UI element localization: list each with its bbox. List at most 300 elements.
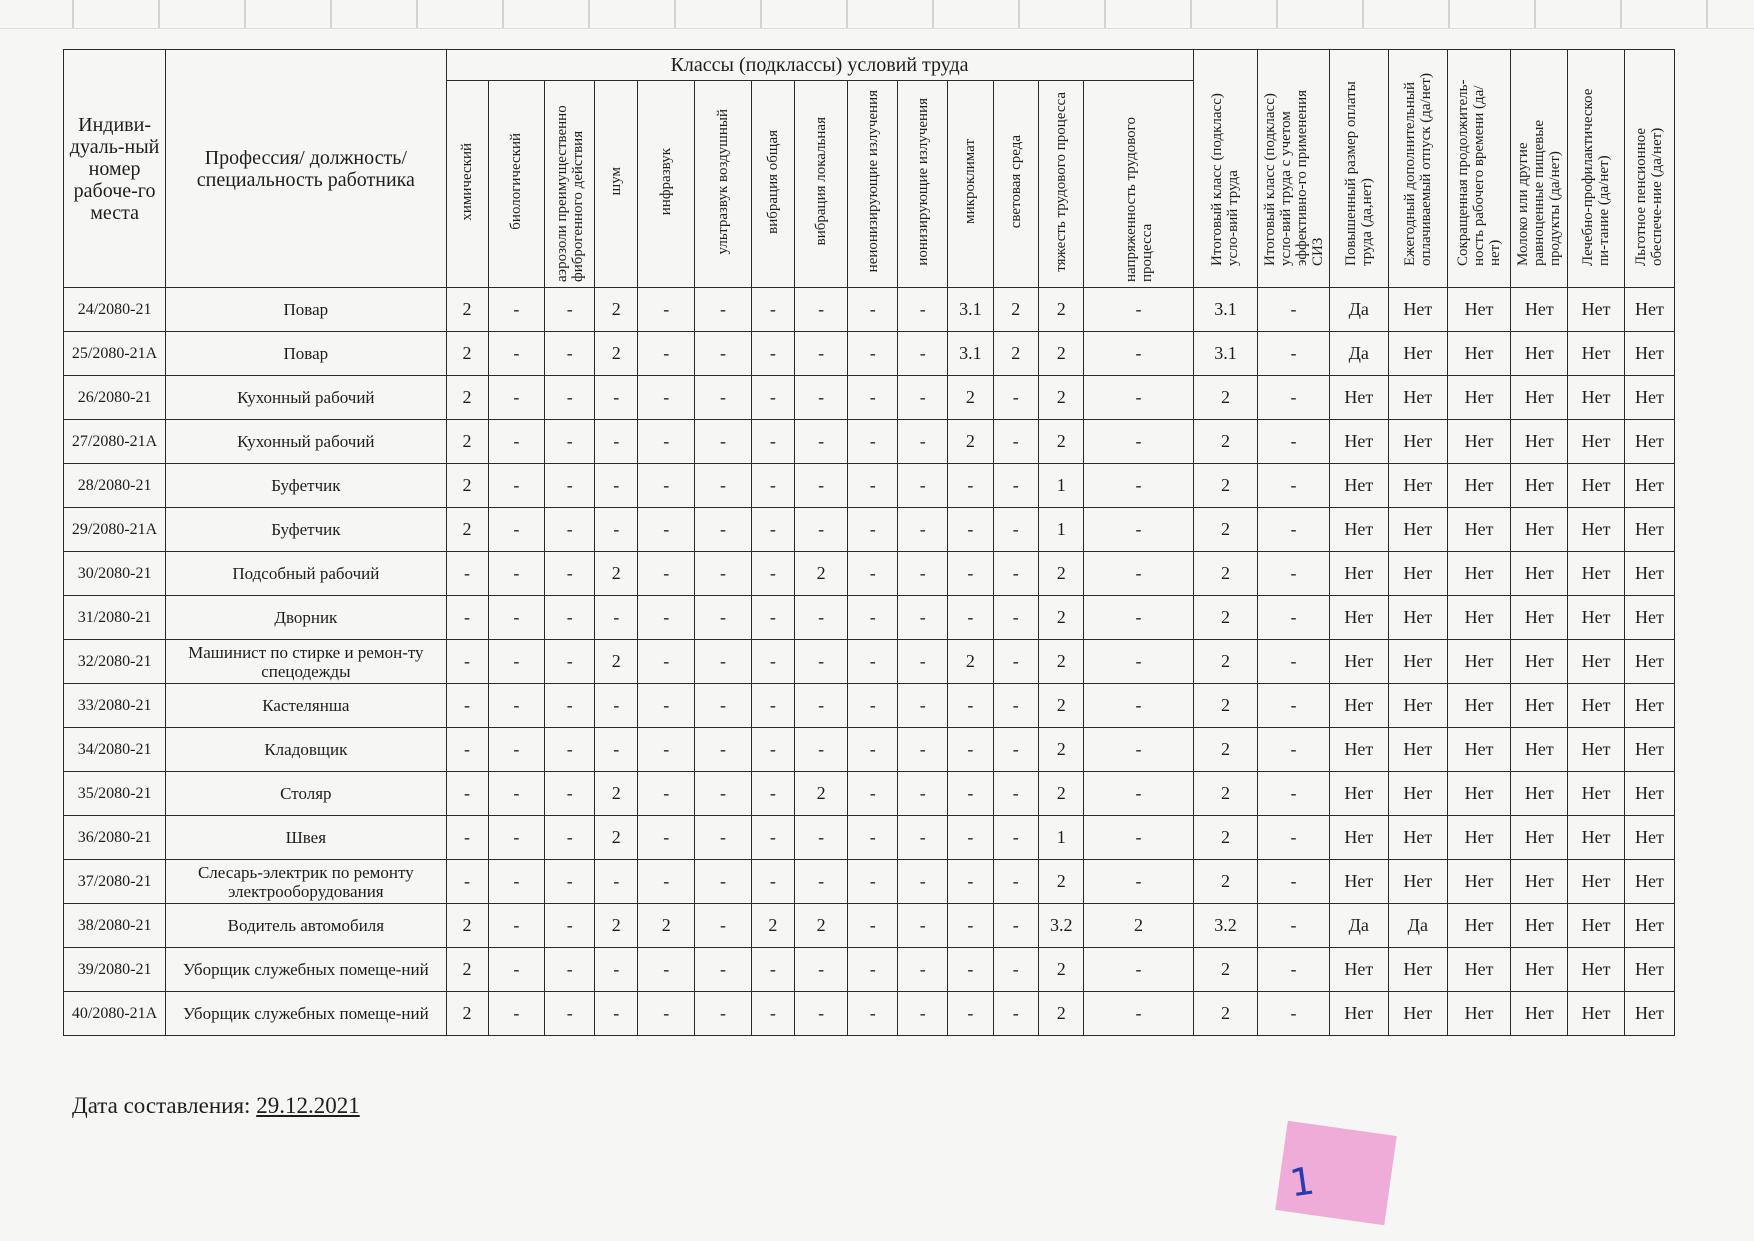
final-class-cell: 2 [1193,772,1258,816]
table-row [64,288,1675,332]
factor-class-cell: - [848,816,898,860]
factor-class-cell: - [595,420,638,464]
guarantee-cell: Нет [1568,948,1625,992]
factor-class-cell: - [545,332,595,376]
factor-class-cell: 2 [948,376,993,420]
header-factor-1: биологический [488,81,545,288]
factor-class-cell: 2 [638,904,695,948]
header-result-1: Итоговый класс (подкласс) усло-вий труда с учетом эффективно-го применения СИЗ [1258,50,1330,288]
factor-class-cell: 2 [595,332,638,376]
guarantee-cell: Нет [1624,728,1674,772]
guarantee-cell: Нет [1329,948,1388,992]
workplace-id-cell: 30/2080-21 [64,552,166,596]
factor-class-cell: - [595,992,638,1036]
final-class-cell: 2 [1193,684,1258,728]
factor-class-cell: - [488,552,545,596]
factor-class-cell: - [595,948,638,992]
workplace-id-cell: 35/2080-21 [64,772,166,816]
factor-class-cell: - [898,332,948,376]
guarantee-cell: Нет [1624,816,1674,860]
factor-class-cell: - [1084,288,1193,332]
final-class-cell: 2 [1193,376,1258,420]
factor-class-cell: - [898,420,948,464]
header-result-0: Итоговый класс (подкласс) усло-вий труда [1193,50,1258,288]
guarantee-cell: Нет [1511,332,1568,376]
header-factor-8: неионизирующие излучения [848,81,898,288]
workplace-id-cell: 26/2080-21 [64,376,166,420]
table-row [64,904,1675,948]
factor-class-cell: - [1084,464,1193,508]
final-class-siz-cell: - [1258,464,1330,508]
factor-class-cell: - [898,992,948,1036]
guarantee-cell: Нет [1568,508,1625,552]
final-class-siz-cell: - [1258,596,1330,640]
guarantee-cell: Нет [1624,992,1674,1036]
factor-class-cell: - [993,992,1038,1036]
header-workplace-id: Индиви-дуаль-ный номер рабоче-го места [64,50,166,288]
factor-class-cell: - [993,508,1038,552]
factor-class-cell: 2 [1039,728,1084,772]
guarantee-cell: Нет [1329,816,1388,860]
guarantee-cell: Нет [1329,728,1388,772]
header-profession: Профессия/ должность/ специальность работника [166,50,446,288]
factor-class-cell: - [446,860,488,904]
guarantee-cell: Нет [1568,332,1625,376]
factor-class-cell: - [638,420,695,464]
factor-class-cell: - [1084,772,1193,816]
factor-class-cell: - [751,508,794,552]
header-factor-7: вибрация локальная [794,81,847,288]
profession-cell: Кастелянша [166,684,446,728]
factor-class-cell: - [638,640,695,684]
factor-class-cell: - [794,596,847,640]
final-class-siz-cell: - [1258,332,1330,376]
document-sheet [63,49,1675,1036]
guarantee-cell: Нет [1568,992,1625,1036]
final-class-siz-cell: - [1258,904,1330,948]
final-class-siz-cell: - [1258,816,1330,860]
factor-class-cell: - [638,728,695,772]
profession-cell: Кухонный рабочий [166,420,446,464]
workplace-id-cell: 24/2080-21 [64,288,166,332]
compilation-date-value: 29.12.2021 [256,1093,360,1118]
factor-class-cell: - [898,288,948,332]
factor-class-cell: - [898,860,948,904]
factor-class-cell: 2 [1039,992,1084,1036]
factor-class-cell: - [993,948,1038,992]
guarantee-cell: Нет [1568,772,1625,816]
guarantee-cell: Нет [1511,376,1568,420]
factor-class-cell: 2 [1039,948,1084,992]
factor-class-cell: 2 [1039,332,1084,376]
factor-class-cell: 2 [993,288,1038,332]
header-factor-6: вибрация общая [751,81,794,288]
factor-class-cell: 2 [1039,772,1084,816]
guarantee-cell: Нет [1624,904,1674,948]
factor-class-cell: - [993,684,1038,728]
factor-class-cell: - [993,552,1038,596]
guarantee-cell: Нет [1568,552,1625,596]
factor-class-cell: - [488,464,545,508]
final-class-siz-cell: - [1258,552,1330,596]
header-factor-10: микроклимат [948,81,993,288]
workplace-id-cell: 36/2080-21 [64,816,166,860]
guarantee-cell: Нет [1447,640,1511,684]
factor-class-cell: - [751,464,794,508]
factor-class-cell: 2 [993,332,1038,376]
factor-class-cell: - [848,596,898,640]
guarantee-cell: Нет [1329,552,1388,596]
factor-class-cell: - [794,288,847,332]
guarantee-cell: Нет [1388,860,1447,904]
factor-class-cell: - [993,420,1038,464]
factor-class-cell: - [1084,816,1193,860]
guarantee-cell: Нет [1447,948,1511,992]
factor-class-cell: - [848,376,898,420]
guarantee-cell: Нет [1388,464,1447,508]
factor-class-cell: 2 [794,904,847,948]
guarantee-cell: Нет [1447,904,1511,948]
profession-cell: Уборщик служебных помеще-ний [166,948,446,992]
table-row [64,508,1675,552]
factor-class-cell: - [545,640,595,684]
final-class-cell: 2 [1193,552,1258,596]
profession-cell: Кухонный рабочий [166,376,446,420]
workplace-id-cell: 29/2080-21А [64,508,166,552]
factor-class-cell: - [695,596,752,640]
factor-class-cell: - [695,728,752,772]
guarantee-cell: Нет [1388,640,1447,684]
guarantee-cell: Нет [1568,420,1625,464]
guarantee-cell: Нет [1568,860,1625,904]
table-row [64,596,1675,640]
guarantee-cell: Нет [1329,376,1388,420]
workplace-id-cell: 37/2080-21 [64,860,166,904]
factor-class-cell: - [948,904,993,948]
table-row [64,948,1675,992]
factor-class-cell: - [638,508,695,552]
factor-class-cell: - [488,376,545,420]
factor-class-cell: - [848,772,898,816]
factor-class-cell: - [638,992,695,1036]
guarantee-cell: Нет [1329,640,1388,684]
factor-class-cell: 2 [595,288,638,332]
guarantee-cell: Нет [1624,420,1674,464]
factor-class-cell: - [898,552,948,596]
factor-class-cell: 2 [948,640,993,684]
final-class-cell: 2 [1193,948,1258,992]
header-factor-0: химический [446,81,488,288]
guarantee-cell: Нет [1388,376,1447,420]
factor-class-cell: - [695,772,752,816]
factor-class-cell: - [993,904,1038,948]
guarantee-cell: Да [1329,904,1388,948]
factor-class-cell: - [848,508,898,552]
factor-class-cell: - [993,728,1038,772]
guarantee-cell: Нет [1511,728,1568,772]
workplace-id-cell: 39/2080-21 [64,948,166,992]
factor-class-cell: - [751,376,794,420]
guarantee-cell: Нет [1624,288,1674,332]
factor-class-cell: 2 [1039,596,1084,640]
factor-class-cell: - [595,376,638,420]
factor-class-cell: 2 [794,772,847,816]
factor-class-cell: - [595,684,638,728]
factor-class-cell: 2 [1039,552,1084,596]
factor-class-cell: - [545,376,595,420]
final-class-cell: 3.2 [1193,904,1258,948]
factor-class-cell: - [794,816,847,860]
guarantee-cell: Нет [1447,376,1511,420]
header-result-2: Повышенный размер оплаты труда (да,нет) [1329,50,1388,288]
factor-class-cell: - [1084,508,1193,552]
guarantee-cell: Нет [1568,728,1625,772]
factor-class-cell: 2 [446,508,488,552]
factor-class-cell: - [545,728,595,772]
factor-class-cell: - [751,728,794,772]
header-factor-12: тяжесть трудового процесса [1039,81,1084,288]
factor-class-cell: - [948,552,993,596]
final-class-cell: 2 [1193,508,1258,552]
factor-class-cell: 2 [751,904,794,948]
factor-class-cell: - [898,596,948,640]
factor-class-cell: - [638,816,695,860]
guarantee-cell: Нет [1388,728,1447,772]
guarantee-cell: Нет [1624,948,1674,992]
final-class-cell: 2 [1193,816,1258,860]
header-factor-11: световая среда [993,81,1038,288]
guarantee-cell: Нет [1447,508,1511,552]
guarantee-cell: Нет [1568,596,1625,640]
header-factor-2: аэрозоли преимущественно фиброгенного действия [545,81,595,288]
factor-class-cell: - [898,376,948,420]
factor-class-cell: - [993,464,1038,508]
factor-class-cell: - [488,860,545,904]
factor-class-cell: - [948,728,993,772]
factor-class-cell: - [1084,640,1193,684]
table-row [64,464,1675,508]
factor-class-cell: 2 [446,420,488,464]
factor-class-cell: - [898,948,948,992]
factor-class-cell: - [545,508,595,552]
final-class-siz-cell: - [1258,376,1330,420]
guarantee-cell: Нет [1568,288,1625,332]
workplace-id-cell: 28/2080-21 [64,464,166,508]
factor-class-cell: - [794,464,847,508]
factor-class-cell: - [794,640,847,684]
factor-class-cell: - [993,596,1038,640]
factor-class-cell: - [993,772,1038,816]
guarantee-cell: Нет [1568,376,1625,420]
guarantee-cell: Нет [1511,420,1568,464]
final-class-cell: 2 [1193,860,1258,904]
factor-class-cell: - [595,728,638,772]
final-class-cell: 3.1 [1193,288,1258,332]
table-row [64,860,1675,904]
guarantee-cell: Нет [1568,464,1625,508]
header-factor-13: напряженность трудового процесса [1084,81,1193,288]
factor-class-cell: - [751,596,794,640]
factor-class-cell: - [695,948,752,992]
header-factor-5: ультразвук воздушный [695,81,752,288]
profession-cell: Буфетчик [166,464,446,508]
factor-class-cell: 2 [1039,288,1084,332]
guarantee-cell: Нет [1624,596,1674,640]
header-factor-3: шум [595,81,638,288]
guarantee-cell: Нет [1511,684,1568,728]
guarantee-cell: Да [1329,332,1388,376]
guarantee-cell: Нет [1511,640,1568,684]
factor-class-cell: - [848,684,898,728]
guarantee-cell: Нет [1511,904,1568,948]
factor-class-cell: - [695,552,752,596]
factor-class-cell: - [488,420,545,464]
profession-cell: Столяр [166,772,446,816]
table-row [64,772,1675,816]
factor-class-cell: - [446,816,488,860]
workplace-id-cell: 27/2080-21А [64,420,166,464]
factor-class-cell: 2 [446,992,488,1036]
compilation-date-label: Дата составления: [72,1093,251,1118]
factor-class-cell: 2 [1039,860,1084,904]
factor-class-cell: - [848,860,898,904]
guarantee-cell: Нет [1511,772,1568,816]
factor-class-cell: 2 [446,904,488,948]
profession-cell: Водитель автомобиля [166,904,446,948]
factor-class-cell: - [638,332,695,376]
factor-class-cell: - [898,772,948,816]
factor-class-cell: - [794,860,847,904]
guarantee-cell: Нет [1511,596,1568,640]
factor-class-cell: - [1084,992,1193,1036]
guarantee-cell: Нет [1388,332,1447,376]
profession-cell: Слесарь-электрик по ремонту электрооборудования [166,860,446,904]
guarantee-cell: Нет [1447,332,1511,376]
factor-class-cell: - [695,992,752,1036]
factor-class-cell: - [545,816,595,860]
factor-class-cell: - [638,464,695,508]
guarantee-cell: Нет [1568,904,1625,948]
table-row [64,684,1675,728]
factor-class-cell: - [545,596,595,640]
guarantee-cell: Нет [1511,816,1568,860]
guarantee-cell: Нет [1388,508,1447,552]
profession-cell: Подсобный рабочий [166,552,446,596]
factor-class-cell: - [488,772,545,816]
guarantee-cell: Нет [1568,816,1625,860]
factor-class-cell: - [595,508,638,552]
guarantee-cell: Нет [1388,684,1447,728]
factor-class-cell: - [695,904,752,948]
factor-class-cell: 2 [446,948,488,992]
factor-class-cell: - [848,288,898,332]
workplace-id-cell: 32/2080-21 [64,640,166,684]
guarantee-cell: Нет [1511,508,1568,552]
table-row [64,728,1675,772]
workplace-id-cell: 25/2080-21А [64,332,166,376]
header-factor-4: инфразвук [638,81,695,288]
guarantee-cell: Нет [1388,948,1447,992]
factor-class-cell: - [695,376,752,420]
factor-class-cell: - [488,684,545,728]
guarantee-cell: Нет [1447,288,1511,332]
guarantee-cell: Нет [1388,596,1447,640]
factor-class-cell: - [898,464,948,508]
factor-class-cell: - [1084,376,1193,420]
guarantee-cell: Нет [1329,464,1388,508]
profession-cell: Кладовщик [166,728,446,772]
factor-class-cell: - [446,596,488,640]
factor-class-cell: - [794,508,847,552]
workplace-id-cell: 33/2080-21 [64,684,166,728]
guarantee-cell: Нет [1388,816,1447,860]
final-class-siz-cell: - [1258,772,1330,816]
guarantee-cell: Нет [1329,860,1388,904]
factor-class-cell: - [948,508,993,552]
table-row [64,992,1675,1036]
guarantee-cell: Нет [1388,992,1447,1036]
profession-cell: Повар [166,288,446,332]
factor-class-cell: - [488,508,545,552]
factor-class-cell: - [794,684,847,728]
factor-class-cell: - [794,948,847,992]
factor-class-cell: - [695,816,752,860]
guarantee-cell: Нет [1388,772,1447,816]
table-body [64,288,1675,1036]
factor-class-cell: - [794,376,847,420]
factor-class-cell: 2 [1039,420,1084,464]
factor-class-cell: - [848,992,898,1036]
factor-class-cell: - [638,596,695,640]
factor-class-cell: 2 [1039,640,1084,684]
table-row [64,332,1675,376]
guarantee-cell: Нет [1447,992,1511,1036]
factor-class-cell: - [898,816,948,860]
factor-class-cell: - [446,640,488,684]
factor-class-cell: 2 [595,816,638,860]
factor-class-cell: - [848,420,898,464]
factor-class-cell: 2 [595,552,638,596]
workplace-id-cell: 38/2080-21 [64,904,166,948]
guarantee-cell: Нет [1511,860,1568,904]
guarantee-cell: Нет [1329,596,1388,640]
workplace-id-cell: 34/2080-21 [64,728,166,772]
factor-class-cell: - [948,948,993,992]
factor-class-cell: - [993,640,1038,684]
factor-class-cell: - [545,684,595,728]
factor-class-cell: - [751,684,794,728]
factor-class-cell: - [1084,420,1193,464]
factor-class-cell: - [695,420,752,464]
header-classes-group: Классы (подклассы) условий труда [446,50,1193,81]
header-factor-9: ионизирующие излучения [898,81,948,288]
guarantee-cell: Нет [1329,508,1388,552]
factor-class-cell: - [695,332,752,376]
factor-class-cell: - [545,464,595,508]
factor-class-cell: 3.1 [948,332,993,376]
final-class-siz-cell: - [1258,640,1330,684]
table-row [64,640,1675,684]
header-result-4: Сокращенная продолжитель-ность рабочего времени (да/нет) [1447,50,1511,288]
factor-class-cell: - [794,332,847,376]
factor-class-cell: - [948,992,993,1036]
working-conditions-table [63,49,1675,1036]
guarantee-cell: Нет [1511,464,1568,508]
profession-cell: Дворник [166,596,446,640]
guarantee-cell: Нет [1568,640,1625,684]
factor-class-cell: - [848,728,898,772]
factor-class-cell: - [794,992,847,1036]
